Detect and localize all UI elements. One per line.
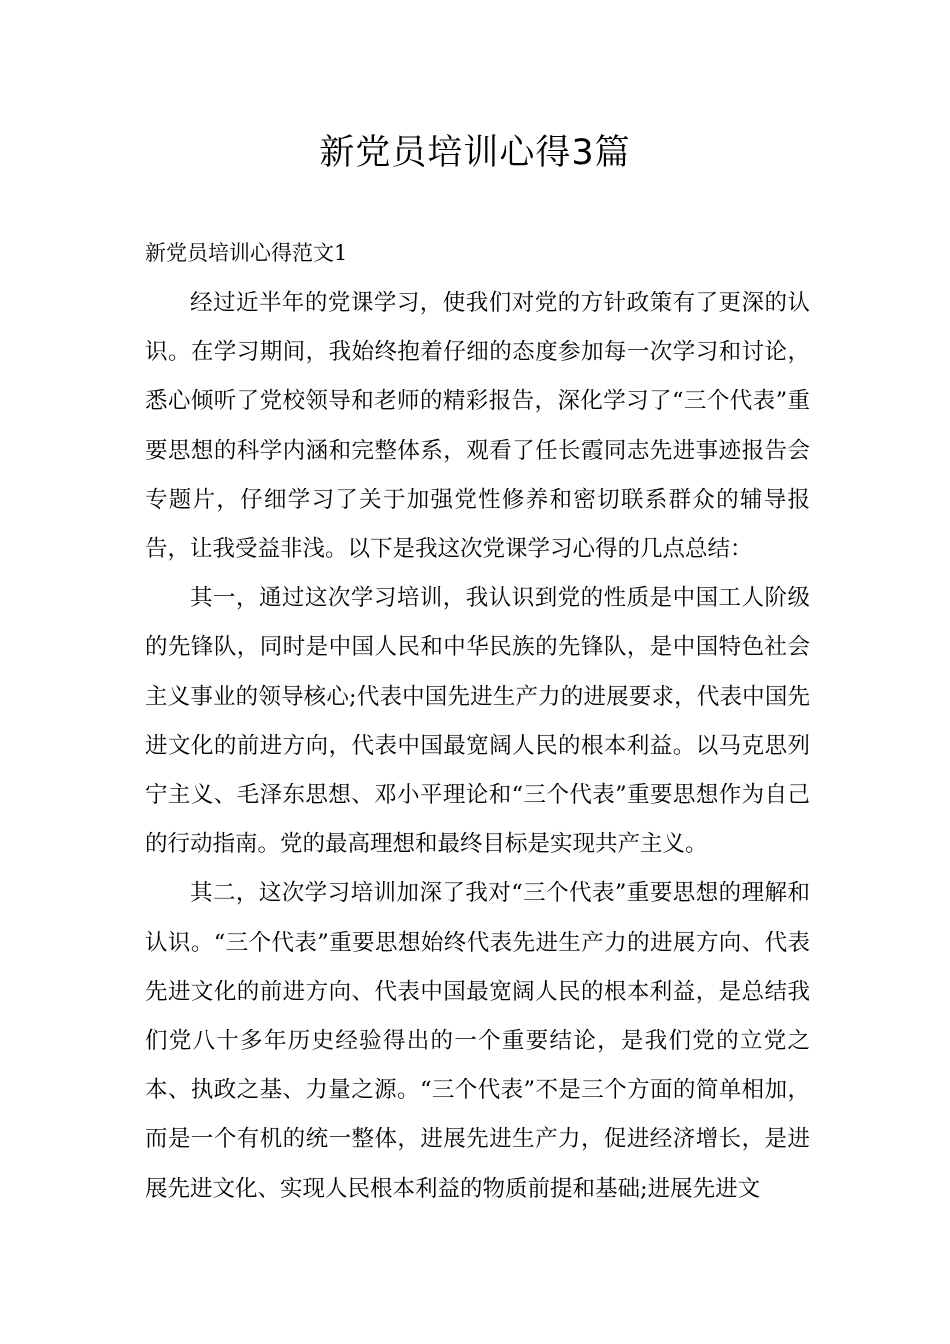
document-title: 新党员培训心得3篇 [319, 133, 631, 173]
document-body [145, 279, 810, 1214]
paragraph-3: 其二，这次学习培训加深了我对“三个代表”重要思想的理解和认识。“三个代表”重要思想始终代表先进生产力的进展方向、代表先进文化的前进方向、代表中国最宽阔人民的根本利益，是总结我们党八十多年历史经验得出的一个重要结论，是我们党的立党之本、执政之基、力量之源。“三个代表”不是三个方面的简单相加，而是一个有机的统一整体，进展先进生产力，促进经济增长，是进展先进文化、实现人民根本利益的物质前提和基础;进展先进文 [145, 880, 810, 1202]
section-subtitle: 新党员培训心得范文1 [145, 241, 348, 265]
paragraph-2: 其一，通过这次学习培训，我认识到党的性质是中国工人阶级的先锋队，同时是中国人民和中华民族的先锋队，是中国特色社会主义事业的领导核心;代表中国先进生产力的进展要求，代表中国先进文化的前进方向，代表中国最宽阔人民的根本利益。以马克思列宁主义、毛泽东思想、邓小平理论和“三个代表”重要思想作为自己的行动指南。党的最高理想和最终目标是实现共产主义。 [145, 585, 810, 858]
paragraph-1: 经过近半年的党课学习，使我们对党的方针政策有了更深的认识。在学习期间，我始终抱着仔细的态度参加每一次学习和讨论，悉心倾听了党校领导和老师的精彩报告，深化学习了“三个代表”重要思想的科学内涵和完整体系，观看了任长霞同志先进事迹报告会专题片，仔细学习了关于加强党性修养和密切联系群众的辅导报告，让我受益非浅。以下是我这次党课学习心得的几点总结： [145, 290, 810, 563]
